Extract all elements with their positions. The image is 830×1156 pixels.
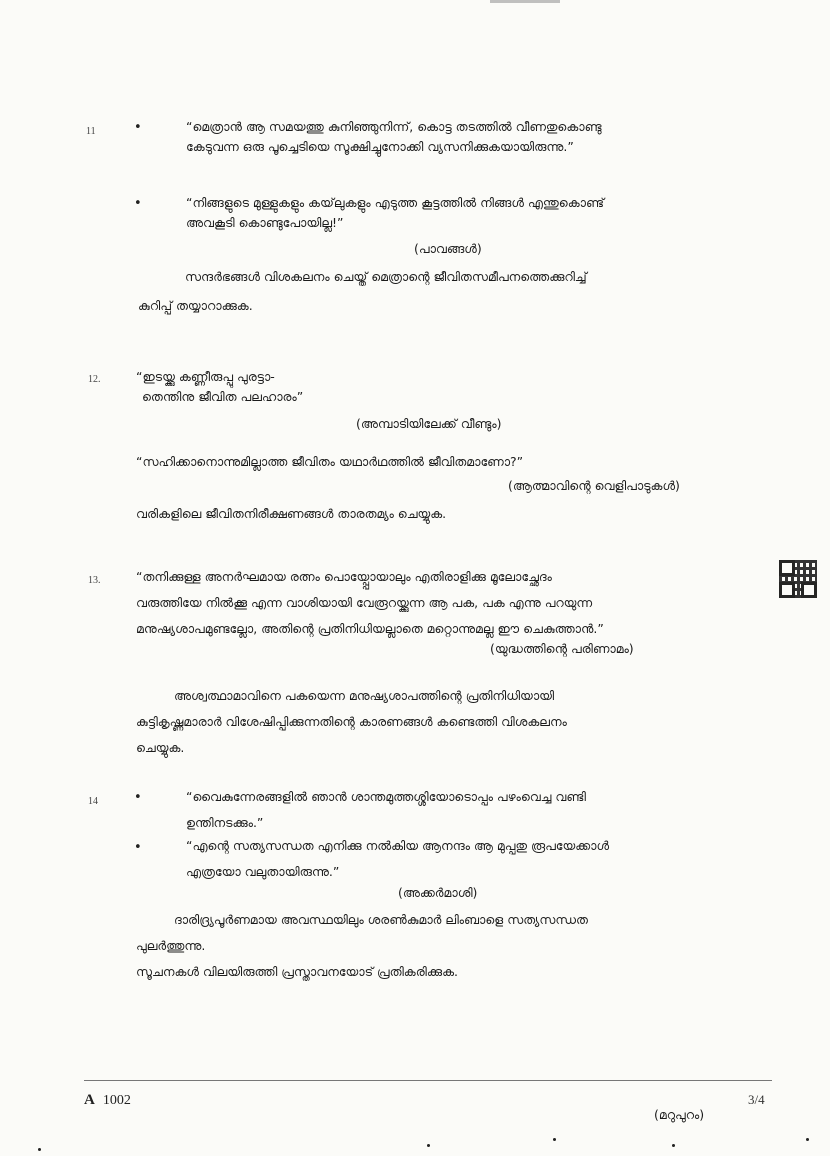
- verse-line: തെന്തിനു ജീവിത പലഹാരം”: [142, 389, 304, 404]
- scan-speck: [553, 1138, 556, 1141]
- source-citation: (അമ്പാടിയിലേക്ക് വീണ്ടും): [356, 416, 502, 431]
- quote-line: “എന്റെ സത്യസന്ധത എനിക്കു നൽകിയ ആനന്ദം ആ മുപ്പതു രൂപയേക്കാൾ: [186, 838, 610, 853]
- question-number: 12.: [88, 374, 101, 385]
- question-number: 14: [88, 796, 98, 807]
- task-line: ചെയ്യുക.: [136, 740, 185, 755]
- question-number: 11: [86, 126, 96, 137]
- question-task: വരികളിലെ ജീവിതനിരീക്ഷണങ്ങൾ താരതമ്യം ചെയ്യുക.: [136, 506, 447, 521]
- footer-divider: [84, 1080, 772, 1081]
- quote-line: “നിങ്ങളുടെ മുള്ളുകളും കയ്‌ലുകളും എടുത്ത കൂട്ടത്തിൽ നിങ്ങൾ എന്തുകൊണ്ട്: [186, 195, 605, 210]
- quote-b: [186, 193, 604, 233]
- quote-b: [186, 836, 609, 882]
- scan-speck: [38, 1148, 41, 1151]
- task-line: പുലർത്തുന്നു.: [136, 938, 206, 953]
- bullet-icon: •: [134, 120, 142, 135]
- turn-over-note: (മറുപുറം): [654, 1107, 705, 1122]
- quote-line: “വൈകുന്നേരങ്ങളിൽ ഞാൻ ശാന്തമുത്തശ്ശിയോടൊപ്പം പഴംവെച്ച വണ്ടി: [186, 789, 587, 804]
- scan-speck: [427, 1144, 430, 1147]
- source-citation: (ആത്മാവിന്റെ വെളിപാടുകൾ): [508, 478, 680, 493]
- question-task: [136, 910, 588, 982]
- question-task: [138, 267, 587, 316]
- quote-line: വരുത്തിയേ നിൽക്കൂ എന്ന വാശിയായി വേരൂറയ്ക്കുന്ന ആ പക, പക എന്നു പറയുന്ന: [136, 595, 593, 610]
- task-line: കുറിപ്പ് തയ്യാറാക്കുക.: [138, 298, 253, 313]
- bullet-icon: •: [134, 790, 142, 805]
- source-citation: (യുദ്ധത്തിന്റെ പരിണാമം): [490, 641, 634, 656]
- paper-code-letter: A: [84, 1092, 95, 1108]
- page-number: 3/4: [748, 1092, 765, 1107]
- task-line: കുട്ടികൃഷ്ണമാരാർ വിശേഷിപ്പിക്കുന്നതിന്റെ കാരണങ്ങൾ കണ്ടെത്തി വിശകലനം: [136, 714, 567, 729]
- verse-a: [136, 367, 303, 407]
- quote-line: ഉന്തിനടക്കും.”: [186, 815, 264, 830]
- question-task: [136, 686, 567, 758]
- task-line: ദാരിദ്ര്യപൂർണമായ അവസ്ഥയിലും ശരൺകുമാർ ലിംബാളെ സത്യസന്ധത: [174, 912, 588, 927]
- bullet-icon: •: [134, 840, 142, 855]
- task-line: അശ്വത്ഥാമാവിനെ പകയെന്ന മനുഷ്യശാപത്തിന്റെ പ്രതിനിധിയായി: [174, 688, 555, 703]
- quote-line: കേടുവന്ന ഒരു പൂച്ചെടിയെ സൂക്ഷിച്ചുനോക്കി വ്യസനിക്കുകയായിരുന്നു.”: [186, 139, 574, 154]
- task-line: സൂചനകൾ വിലയിരുത്തി പ്രസ്താവനയോട് പ്രതികരിക്കുക.: [136, 964, 458, 979]
- scan-speck: [672, 1144, 675, 1147]
- source-citation: (പാവങ്ങൾ): [414, 241, 482, 256]
- quote: [136, 567, 604, 639]
- paper-code: [84, 1092, 131, 1109]
- quote-a: [186, 117, 602, 157]
- quote-a: [186, 787, 586, 833]
- question-number: 13.: [88, 575, 101, 586]
- paper-code-number: 1002: [102, 1093, 131, 1108]
- qr-code-icon: [779, 560, 817, 598]
- quote-line: എത്രയോ വലുതായിരുന്നു.”: [186, 864, 340, 879]
- scan-edge-mark: [490, 0, 560, 3]
- bullet-icon: •: [134, 196, 142, 211]
- quote-line: “മെത്രാൻ ആ സമയത്തു കുനിഞ്ഞുനിന്ന്, കൊട്ട തടത്തിൽ വീണതുകൊണ്ടു: [186, 119, 602, 134]
- verse-line: “ഇടയ്ക്കു കണ്ണീരുപ്പു പുരട്ടാ-: [136, 369, 275, 384]
- quote-line: അവകൂടി കൊണ്ടുപോയില്ല!”: [186, 215, 344, 230]
- quote-b: “സഹിക്കാനൊന്നുമില്ലാത്ത ജീവിതം യഥാർഥത്തിൽ ജീവിതമാണോ?”: [136, 454, 524, 469]
- quote-line: “തനിക്കുള്ള അനർഘമായ രത്നം പൊയ്പ്പോയാലും എതിരാളിക്കു മൂലോച്ഛേദം: [136, 569, 552, 584]
- task-line: സന്ദർഭങ്ങൾ വിശകലനം ചെയ്ത് മെത്രാന്റെ ജീവിതസമീപനത്തെക്കുറിച്ച്: [185, 269, 587, 284]
- scan-speck: [806, 1138, 809, 1141]
- quote-line: മനുഷ്യശാപമുണ്ടല്ലോ, അതിന്റെ പ്രതിനിധിയല്ലാതെ മറ്റൊന്നുമല്ല ഈ ചെകുത്താൻ.”: [136, 621, 604, 636]
- source-citation: (അക്കർമാശി): [398, 885, 478, 900]
